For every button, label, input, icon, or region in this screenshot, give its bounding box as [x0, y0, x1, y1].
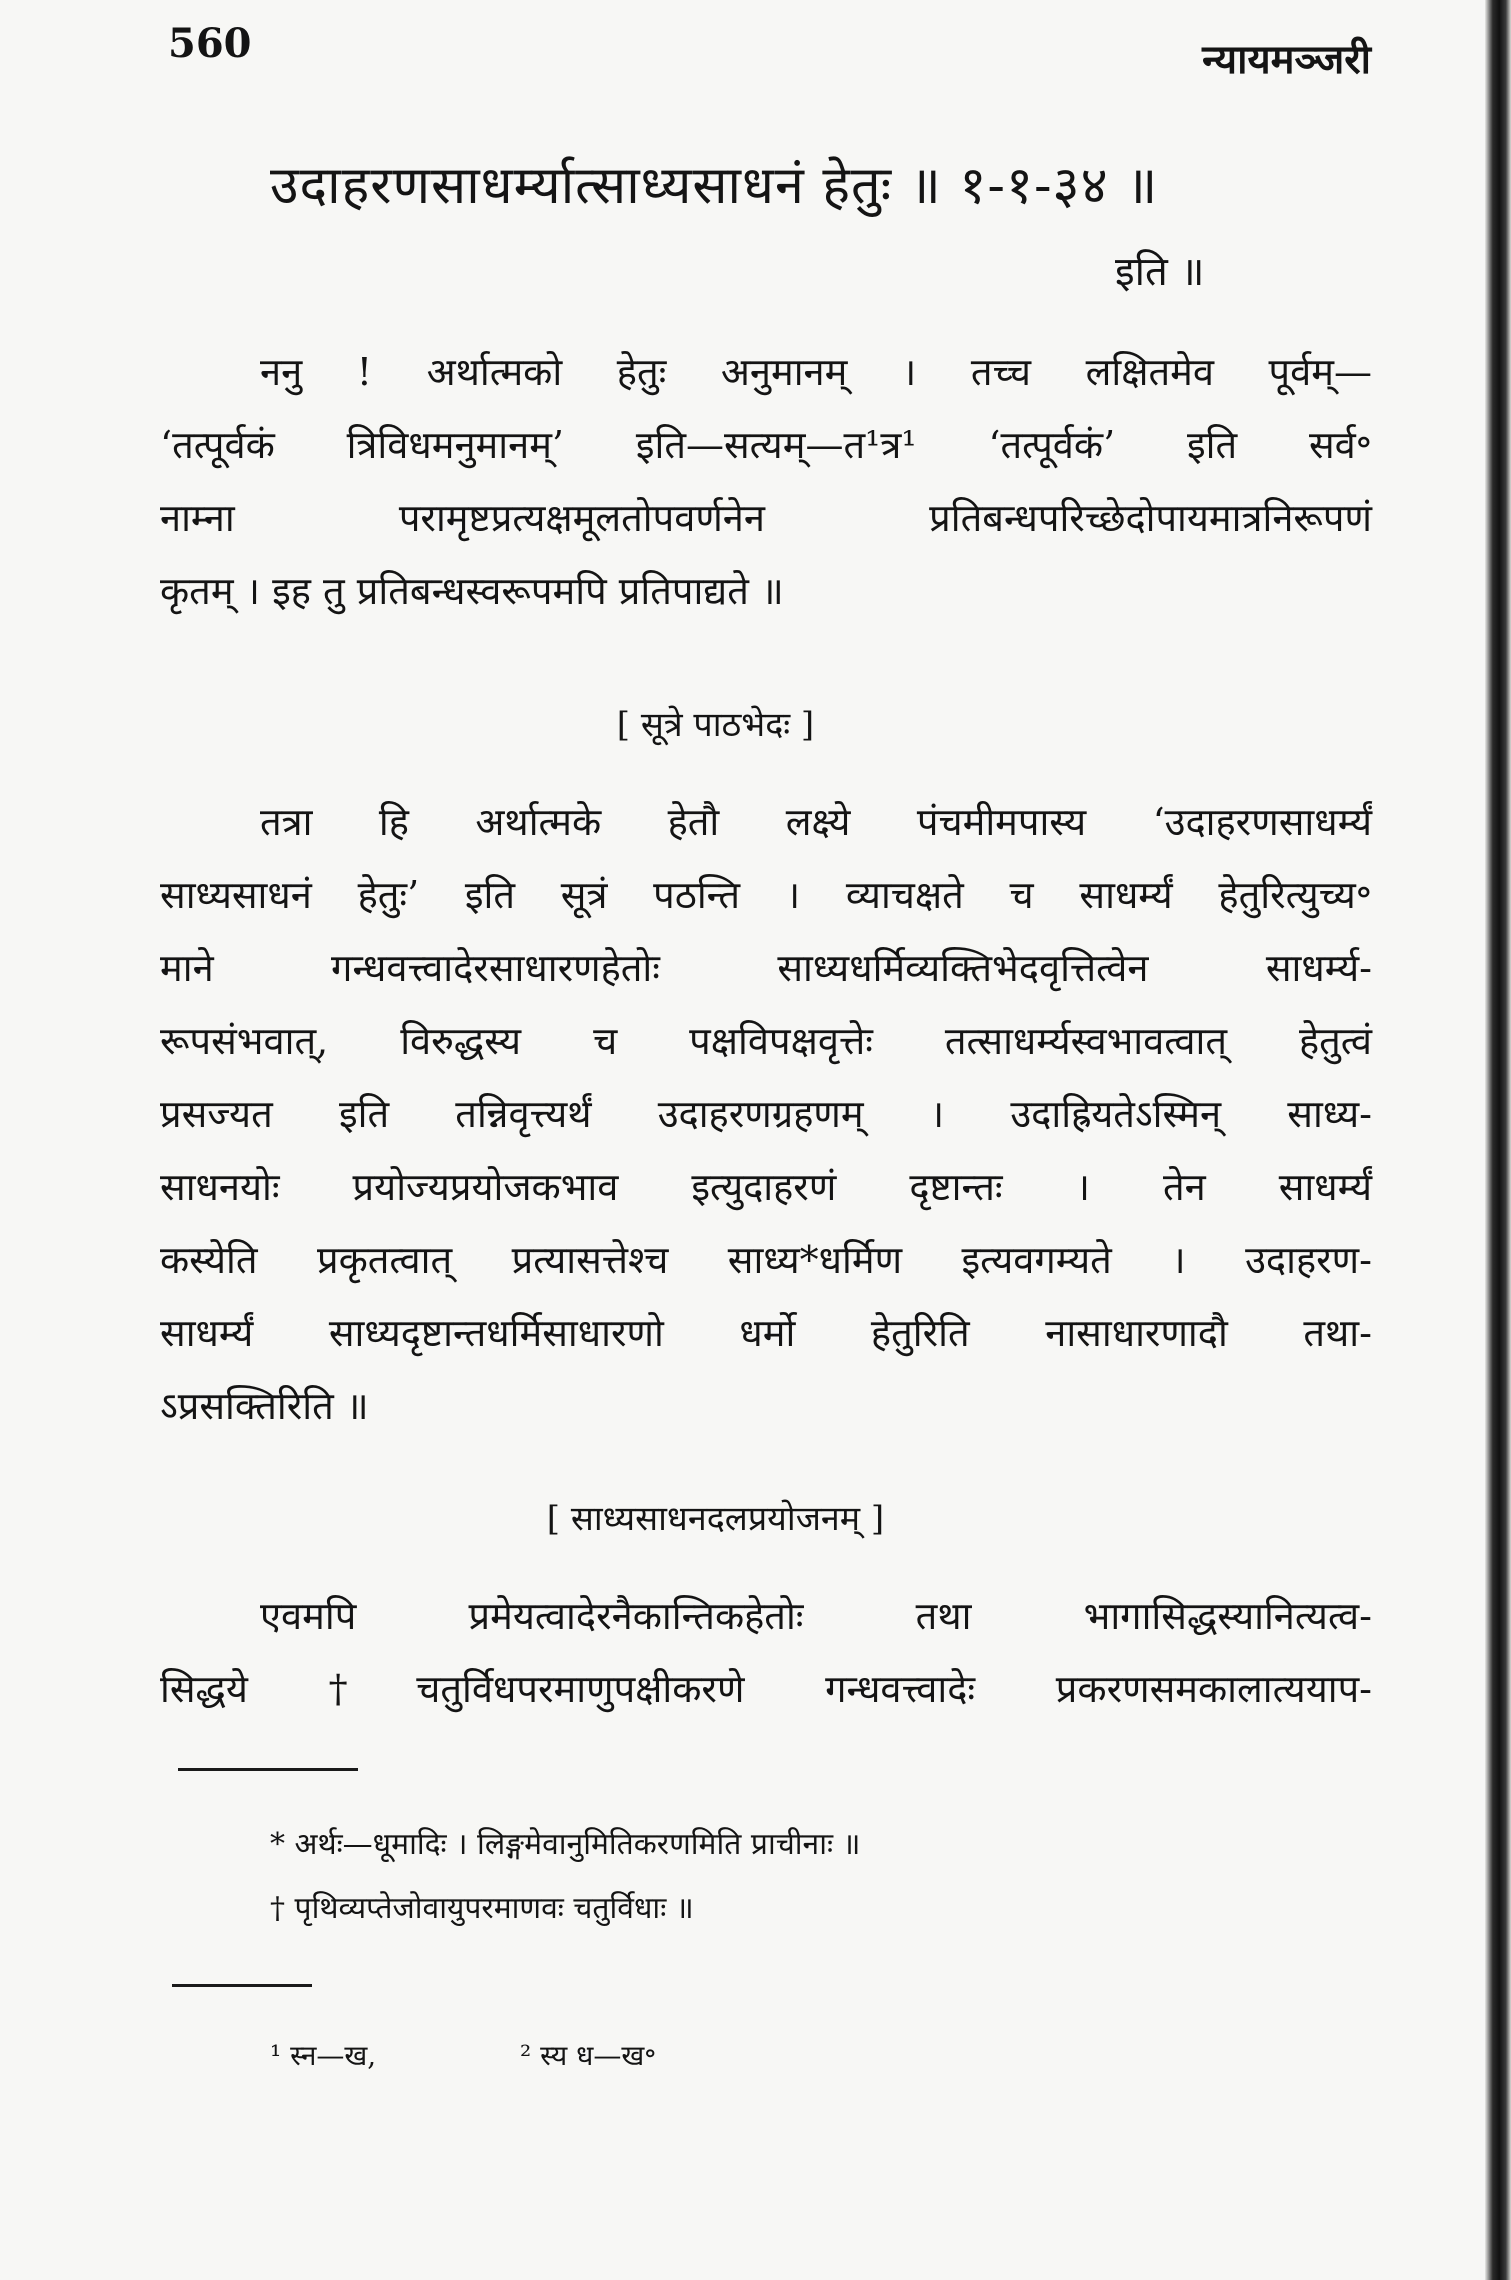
- para1-line: नाम्ना परामृष्टप्रत्यक्षमूलतोपवर्णनेन प्रतिबन्धपरिच्छेदोपायमात्रनिरूपणं: [160, 496, 1372, 540]
- paragraph-3: [160, 1580, 1372, 1726]
- para2-line: ऽप्रसक्तिरिति ॥: [160, 1384, 369, 1428]
- para2-line: साधर्म्यं साध्यदृष्टान्तधर्मिसाधारणो धर्मो हेतुरिति नासाधारणादौ तथा-: [160, 1311, 1372, 1355]
- footnote-dagger: † पृथिव्यप्तेजोवायुपरमाणवः चतुर्विधाः ॥: [270, 1891, 694, 1926]
- section-heading-2: [ साध्यसाधनदलप्रयोजनम् ]: [546, 1499, 885, 1539]
- running-title: न्यायमञ्जरी: [1202, 36, 1371, 83]
- section-heading-1: [ सूत्रे पाठभेदः ]: [616, 705, 815, 745]
- para2-line: साध्यसाधनं हेतुः’ इति सूत्रं पठन्ति । व्याचक्षते च साधर्म्यं हेतुरित्युच्य॰: [160, 873, 1372, 917]
- sutra-iti: इति ॥: [1115, 249, 1205, 295]
- page-number: 560: [168, 20, 252, 67]
- para2-line: प्रसज्यत इति तन्निवृत्त्यर्थं उदाहरणग्रहणम् । उदाह्रियतेऽस्मिन् साध्य-: [160, 1092, 1372, 1136]
- para1-line: ननु ! अर्थात्मको हेतुः अनुमानम् । तच्च लक्षितमेव पूर्वम्—: [260, 350, 1372, 394]
- variant-reading-2: ² स्य ध—ख॰: [520, 2039, 657, 2072]
- paragraph-2: [160, 786, 1372, 1443]
- variant-reading-1: ¹ स्न—ख,: [270, 2039, 377, 2072]
- para2-line: माने गन्धवत्त्वादेरसाधारणहेतोः साध्यधर्मिव्यक्तिभेदवृत्तित्वेन साधर्म्य-: [160, 946, 1372, 990]
- para1-line: ‘तत्पूर्वकं त्रिविधमनुमानम्’ इति—सत्यम्—त¹त्र¹ ‘तत्पूर्वकं’ इति सर्व॰: [160, 423, 1372, 467]
- para2-line: रूपसंभवात्, विरुद्धस्य च पक्षविपक्षवृत्तेः तत्साधर्म्यस्वभावत्वात् हेतुत्वं: [160, 1019, 1372, 1063]
- para2-line: कस्येति प्रकृतत्वात् प्रत्यासत्तेश्च साध्य*धर्मिण इत्यवगम्यते । उदाहरण-: [160, 1238, 1372, 1282]
- para3-line: एवमपि प्रमेयत्वादेरनैकान्तिकहेतोः तथा भागासिद्धस्यानित्यत्व-: [260, 1594, 1372, 1638]
- book-spine-edge: [1485, 0, 1511, 2280]
- para2-line: साधनयोः प्रयोज्यप्रयोजकभाव इत्युदाहरणं दृष्टान्तः । तेन साधर्म्यं: [160, 1165, 1372, 1209]
- variant-rule: [172, 1984, 312, 1987]
- paragraph-1: [160, 336, 1372, 628]
- footnote-star: * अर्थः—धूमादिः । लिङ्गमेवानुमितिकरणमिति प्राचीनाः ॥: [270, 1827, 861, 1862]
- footnote-rule: [178, 1768, 358, 1771]
- sutra-line: उदाहरणसाधर्म्यात्साध्यसाधनं हेतुः ॥ १-१-३४ ॥: [270, 156, 1159, 216]
- para2-line: तत्रा हि अर्थात्मके हेतौ लक्ष्ये पंचमीमपास्य ‘उदाहरणसाधर्म्यं: [260, 800, 1372, 844]
- para3-line: सिद्धये †चतुर्विधपरमाणुपक्षीकरणे गन्धवत्त्वादेः प्रकरणसमकालात्ययाप-: [160, 1667, 1372, 1711]
- para1-line: कृतम् । इह तु प्रतिबन्धस्वरूपमपि प्रतिपाद्यते ॥: [160, 569, 784, 613]
